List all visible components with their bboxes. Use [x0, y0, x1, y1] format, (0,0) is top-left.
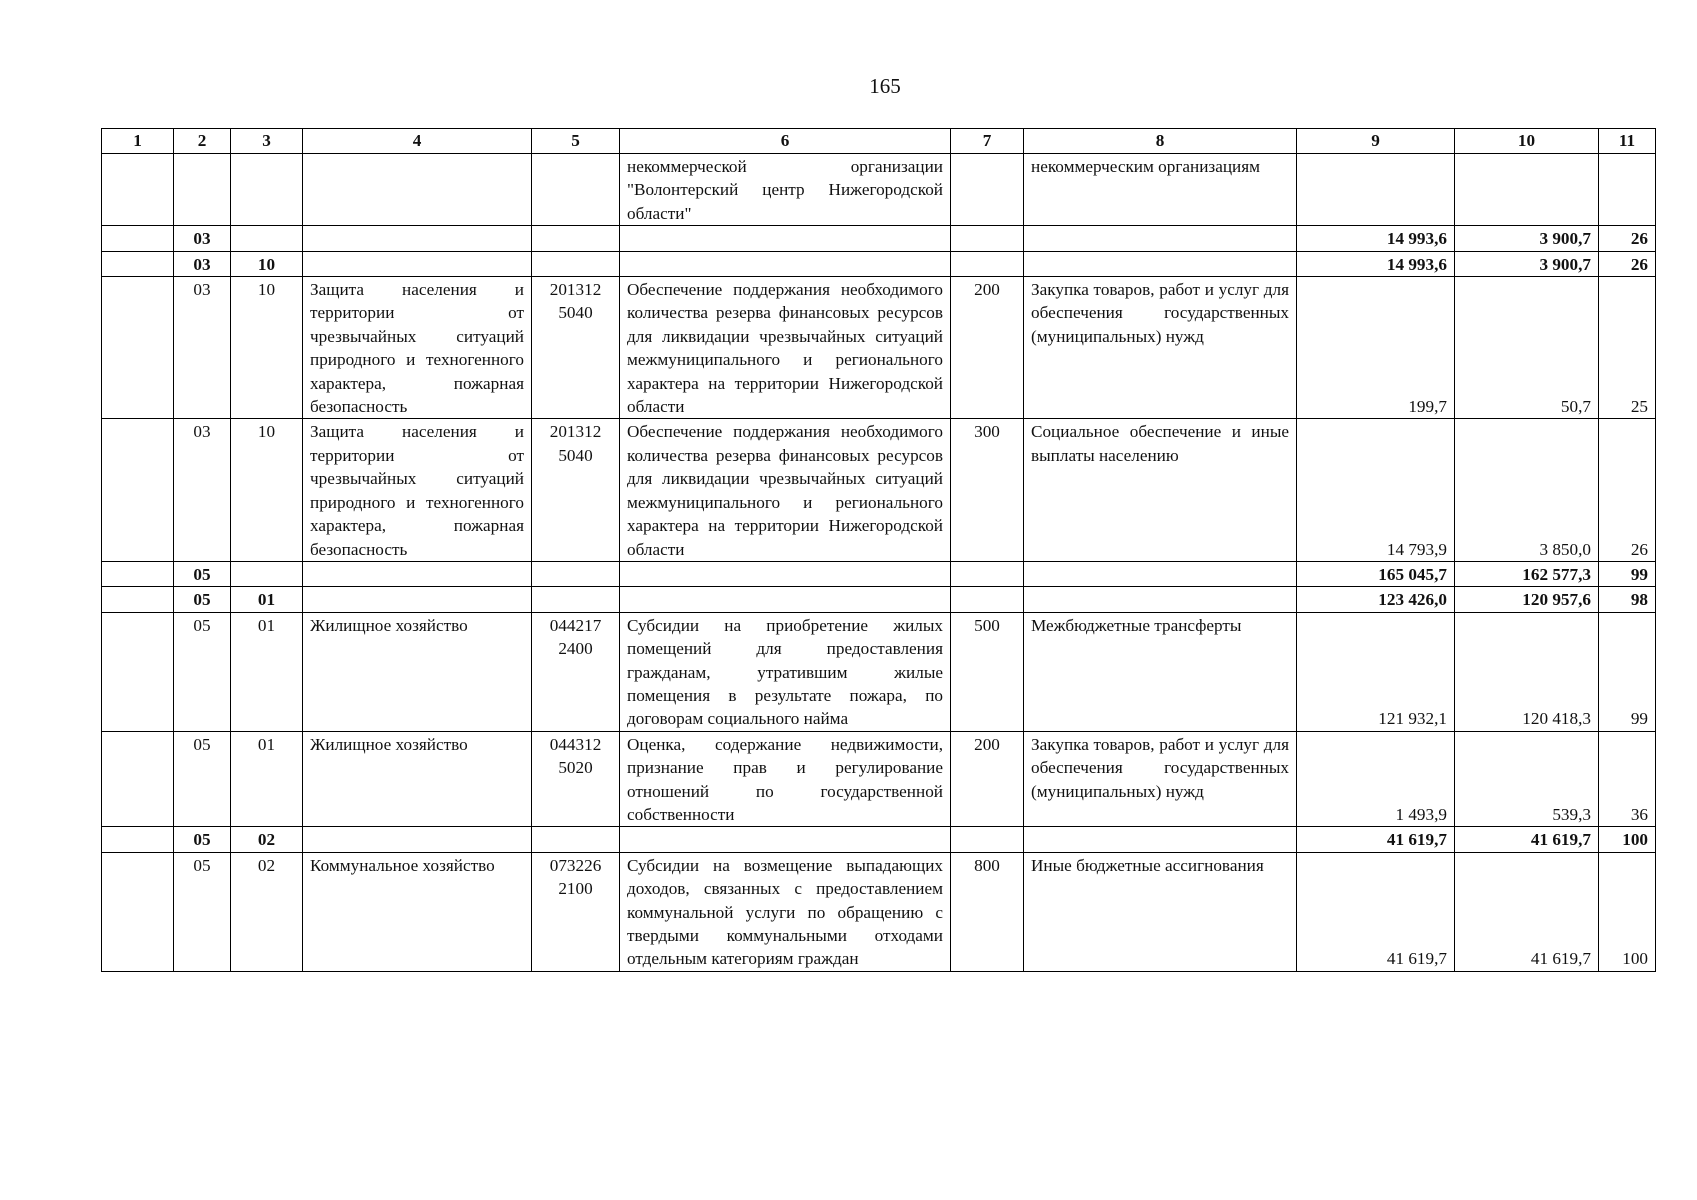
cell-target-code	[532, 154, 620, 226]
cell-target-code: 201312 5040	[532, 277, 620, 419]
cell-col-1	[102, 731, 174, 827]
table-row	[102, 731, 1656, 827]
cell-target-name: Субсидии на возмещение выпадающих доходов, связанных с предоставлением коммунальной услуги по обращению с твердыми коммунальными отходами отдельным категориям граждан	[620, 852, 951, 971]
cell-section: 05	[174, 587, 231, 612]
table-body	[102, 154, 1656, 972]
cell-target-name	[620, 251, 951, 276]
cell-col-1	[102, 587, 174, 612]
cell-expense-code	[951, 827, 1024, 852]
cell-expense-name	[1024, 226, 1297, 251]
cell-subsection: 02	[231, 852, 303, 971]
column-header-3: 3	[231, 129, 303, 154]
cell-section: 03	[174, 226, 231, 251]
column-header-1: 1	[102, 129, 174, 154]
column-header-9: 9	[1297, 129, 1455, 154]
cell-expense-code	[951, 251, 1024, 276]
cell-approved-amount: 123 426,0	[1297, 587, 1455, 612]
cell-col-1	[102, 277, 174, 419]
cell-executed-amount: 120 418,3	[1455, 612, 1599, 731]
cell-target-name	[620, 561, 951, 586]
cell-expense-code	[951, 226, 1024, 251]
cell-executed-amount	[1455, 154, 1599, 226]
cell-subsection	[231, 226, 303, 251]
cell-expense-code: 300	[951, 419, 1024, 561]
cell-target-code	[532, 226, 620, 251]
cell-subsection-name	[303, 587, 532, 612]
cell-execution-percent: 99	[1599, 612, 1656, 731]
cell-subsection-name	[303, 251, 532, 276]
cell-expense-name: Иные бюджетные ассигнования	[1024, 852, 1297, 971]
cell-subsection-name	[303, 827, 532, 852]
cell-col-1	[102, 419, 174, 561]
cell-section: 05	[174, 612, 231, 731]
cell-execution-percent: 99	[1599, 561, 1656, 586]
cell-section: 05	[174, 561, 231, 586]
cell-col-1	[102, 561, 174, 586]
cell-section: 03	[174, 277, 231, 419]
header-row	[102, 129, 1656, 154]
cell-subsection-name	[303, 561, 532, 586]
cell-target-code	[532, 827, 620, 852]
cell-target-name: Обеспечение поддержания необходимого количества резерва финансовых ресурсов для ликвидации чрезвычайных ситуаций межмуниципального и регионального характера на территории Нижегородской области	[620, 419, 951, 561]
cell-section: 03	[174, 419, 231, 561]
column-header-2: 2	[174, 129, 231, 154]
cell-approved-amount: 1 493,9	[1297, 731, 1455, 827]
cell-subsection	[231, 154, 303, 226]
cell-target-name: Субсидии на приобретение жилых помещений для предоставления гражданам, утратившим жилые помещения в результате пожара, по договорам социального найма	[620, 612, 951, 731]
cell-expense-name: некоммерческим организациям	[1024, 154, 1297, 226]
column-header-11: 11	[1599, 129, 1656, 154]
cell-target-code: 044217 2400	[532, 612, 620, 731]
cell-subsection-name: Жилищное хозяйство	[303, 612, 532, 731]
cell-expense-name: Социальное обеспечение и иные выплаты населению	[1024, 419, 1297, 561]
cell-executed-amount: 3 900,7	[1455, 251, 1599, 276]
cell-col-1	[102, 827, 174, 852]
cell-subsection-name: Защита населения и территории от чрезвычайных ситуаций природного и техногенного характера, пожарная безопасность	[303, 277, 532, 419]
cell-executed-amount: 162 577,3	[1455, 561, 1599, 586]
cell-approved-amount: 121 932,1	[1297, 612, 1455, 731]
cell-execution-percent: 26	[1599, 419, 1656, 561]
cell-target-code	[532, 587, 620, 612]
cell-approved-amount: 14 793,9	[1297, 419, 1455, 561]
table-row	[102, 612, 1656, 731]
cell-executed-amount: 120 957,6	[1455, 587, 1599, 612]
cell-target-name: Обеспечение поддержания необходимого количества резерва финансовых ресурсов для ликвидации чрезвычайных ситуаций межмуниципального и регионального характера на территории Нижегородской области	[620, 277, 951, 419]
cell-expense-code: 200	[951, 277, 1024, 419]
cell-subsection: 10	[231, 251, 303, 276]
cell-col-1	[102, 154, 174, 226]
cell-subsection-name	[303, 226, 532, 251]
cell-col-1	[102, 251, 174, 276]
subtotal-row	[102, 827, 1656, 852]
cell-section: 03	[174, 251, 231, 276]
cell-execution-percent	[1599, 154, 1656, 226]
cell-subsection-name: Коммунальное хозяйство	[303, 852, 532, 971]
cell-approved-amount: 14 993,6	[1297, 226, 1455, 251]
page-number: 165	[869, 74, 901, 98]
cell-subsection-name	[303, 154, 532, 226]
cell-target-code	[532, 561, 620, 586]
cell-subsection: 01	[231, 587, 303, 612]
cell-section: 05	[174, 852, 231, 971]
cell-section: 05	[174, 827, 231, 852]
cell-expense-name	[1024, 587, 1297, 612]
cell-col-1	[102, 852, 174, 971]
table-header	[102, 129, 1656, 154]
cell-expense-name	[1024, 561, 1297, 586]
table-row	[102, 419, 1656, 561]
cell-approved-amount: 41 619,7	[1297, 852, 1455, 971]
subtotal-row	[102, 561, 1656, 586]
cell-expense-name	[1024, 827, 1297, 852]
cell-approved-amount: 41 619,7	[1297, 827, 1455, 852]
subtotal-row	[102, 226, 1656, 251]
cell-expense-name: Закупка товаров, работ и услуг для обеспечения государственных (муниципальных) нужд	[1024, 731, 1297, 827]
subtotal-row	[102, 251, 1656, 276]
cell-col-1	[102, 612, 174, 731]
cell-execution-percent: 100	[1599, 827, 1656, 852]
cell-subsection: 01	[231, 731, 303, 827]
cell-executed-amount: 3 850,0	[1455, 419, 1599, 561]
column-header-5: 5	[532, 129, 620, 154]
cell-target-code	[532, 251, 620, 276]
cell-executed-amount: 3 900,7	[1455, 226, 1599, 251]
cell-target-code: 073226 2100	[532, 852, 620, 971]
cell-approved-amount	[1297, 154, 1455, 226]
cell-execution-percent: 36	[1599, 731, 1656, 827]
cell-subsection: 01	[231, 612, 303, 731]
cell-target-code: 201312 5040	[532, 419, 620, 561]
cell-target-name	[620, 226, 951, 251]
table-row	[102, 154, 1656, 226]
cell-expense-code: 800	[951, 852, 1024, 971]
cell-target-code: 044312 5020	[532, 731, 620, 827]
cell-approved-amount: 199,7	[1297, 277, 1455, 419]
cell-expense-code	[951, 561, 1024, 586]
cell-subsection: 10	[231, 277, 303, 419]
budget-table	[101, 128, 1656, 972]
column-header-7: 7	[951, 129, 1024, 154]
column-header-8: 8	[1024, 129, 1297, 154]
cell-expense-name	[1024, 251, 1297, 276]
cell-expense-code	[951, 154, 1024, 226]
cell-subsection: 10	[231, 419, 303, 561]
column-header-4: 4	[303, 129, 532, 154]
cell-target-name	[620, 587, 951, 612]
cell-col-1	[102, 226, 174, 251]
table-row	[102, 277, 1656, 419]
table-row	[102, 852, 1656, 971]
cell-executed-amount: 50,7	[1455, 277, 1599, 419]
cell-executed-amount: 41 619,7	[1455, 852, 1599, 971]
cell-executed-amount: 41 619,7	[1455, 827, 1599, 852]
cell-section	[174, 154, 231, 226]
cell-subsection-name: Защита населения и территории от чрезвычайных ситуаций природного и техногенного характера, пожарная безопасность	[303, 419, 532, 561]
cell-executed-amount: 539,3	[1455, 731, 1599, 827]
column-header-6: 6	[620, 129, 951, 154]
cell-subsection-name: Жилищное хозяйство	[303, 731, 532, 827]
cell-target-name	[620, 827, 951, 852]
cell-execution-percent: 26	[1599, 251, 1656, 276]
cell-execution-percent: 26	[1599, 226, 1656, 251]
cell-subsection	[231, 561, 303, 586]
cell-subsection: 02	[231, 827, 303, 852]
cell-expense-code: 200	[951, 731, 1024, 827]
subtotal-row	[102, 587, 1656, 612]
cell-execution-percent: 98	[1599, 587, 1656, 612]
cell-execution-percent: 25	[1599, 277, 1656, 419]
cell-expense-code	[951, 587, 1024, 612]
cell-target-name: Оценка, содержание недвижимости, признание прав и регулирование отношений по государственной собственности	[620, 731, 951, 827]
column-header-10: 10	[1455, 129, 1599, 154]
cell-execution-percent: 100	[1599, 852, 1656, 971]
cell-section: 05	[174, 731, 231, 827]
cell-approved-amount: 165 045,7	[1297, 561, 1455, 586]
cell-expense-name: Закупка товаров, работ и услуг для обеспечения государственных (муниципальных) нужд	[1024, 277, 1297, 419]
cell-approved-amount: 14 993,6	[1297, 251, 1455, 276]
cell-expense-name: Межбюджетные трансферты	[1024, 612, 1297, 731]
cell-target-name: некоммерческой организации "Волонтерский центр Нижегородской области"	[620, 154, 951, 226]
cell-expense-code: 500	[951, 612, 1024, 731]
